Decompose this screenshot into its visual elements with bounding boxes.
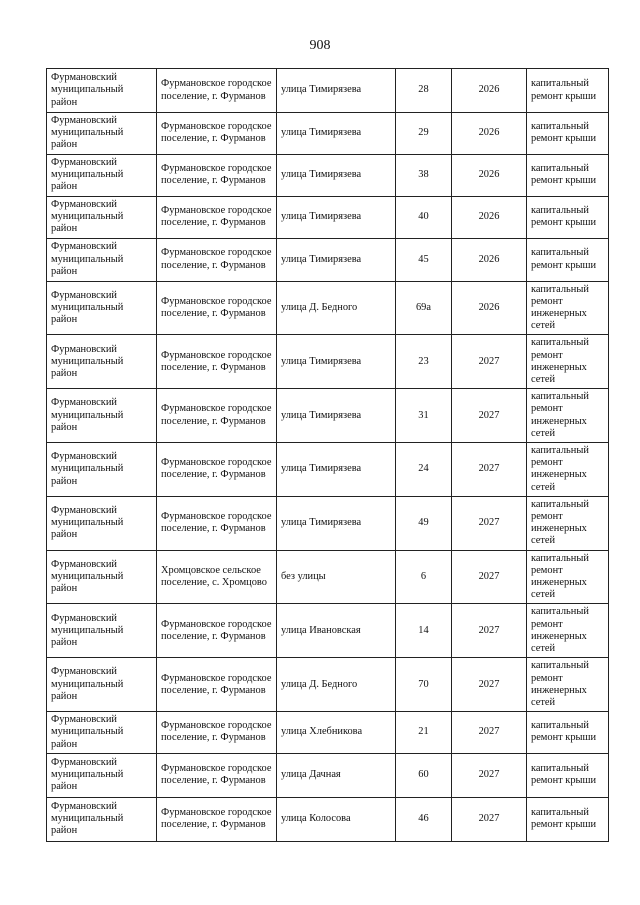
table-row: [47, 604, 609, 658]
year-cell: 2027: [452, 389, 527, 443]
street-cell: улица Тимирязева: [277, 113, 396, 155]
year-cell: 2027: [452, 335, 527, 389]
work-type-cell: капитальный ремонт инженерных сетей: [527, 443, 609, 497]
street-cell: улица Хлебникова: [277, 712, 396, 754]
settlement-cell: Фурмановское городское поселение, г. Фурманов: [157, 389, 277, 443]
district-cell: Фурмановский муниципальный район: [47, 154, 157, 196]
year-cell: 2026: [452, 113, 527, 155]
table-row: [47, 113, 609, 155]
settlement-cell: Фурмановское городское поселение, г. Фурманов: [157, 113, 277, 155]
district-cell: Фурмановский муниципальный район: [47, 389, 157, 443]
house-number-cell: 38: [396, 154, 452, 196]
work-type-cell: капитальный ремонт инженерных сетей: [527, 389, 609, 443]
settlement-cell: Фурмановское городское поселение, г. Фурманов: [157, 658, 277, 712]
district-cell: Фурмановский муниципальный район: [47, 281, 157, 335]
house-number-cell: 31: [396, 389, 452, 443]
year-cell: 2026: [452, 281, 527, 335]
district-cell: Фурмановский муниципальный район: [47, 335, 157, 389]
work-type-cell: капитальный ремонт крыши: [527, 712, 609, 754]
work-type-cell: капитальный ремонт крыши: [527, 753, 609, 797]
table-row: [47, 753, 609, 797]
year-cell: 2026: [452, 69, 527, 113]
house-number-cell: 40: [396, 196, 452, 238]
house-number-cell: 45: [396, 238, 452, 281]
work-type-cell: капитальный ремонт инженерных сетей: [527, 604, 609, 658]
settlement-cell: Фурмановское городское поселение, г. Фурманов: [157, 69, 277, 113]
house-number-cell: 28: [396, 69, 452, 113]
year-cell: 2027: [452, 496, 527, 550]
district-cell: Фурмановский муниципальный район: [47, 496, 157, 550]
work-type-cell: капитальный ремонт инженерных сетей: [527, 658, 609, 712]
street-cell: улица Тимирязева: [277, 496, 396, 550]
settlement-cell: Фурмановское городское поселение, г. Фурманов: [157, 281, 277, 335]
page-number: 908: [309, 38, 331, 53]
street-cell: улица Д. Бедного: [277, 281, 396, 335]
house-number-cell: 29: [396, 113, 452, 155]
district-cell: Фурмановский муниципальный район: [47, 712, 157, 754]
table-row: [47, 797, 609, 841]
street-cell: улица Тимирязева: [277, 443, 396, 497]
year-cell: 2026: [452, 196, 527, 238]
settlement-cell: Фурмановское городское поселение, г. Фурманов: [157, 712, 277, 754]
repair-schedule-table: [46, 68, 609, 842]
house-number-cell: 14: [396, 604, 452, 658]
year-cell: 2027: [452, 753, 527, 797]
table-row: [47, 389, 609, 443]
street-cell: улица Тимирязева: [277, 389, 396, 443]
house-number-cell: 60: [396, 753, 452, 797]
settlement-cell: Фурмановское городское поселение, г. Фурманов: [157, 797, 277, 841]
work-type-cell: капитальный ремонт крыши: [527, 797, 609, 841]
street-cell: без улицы: [277, 550, 396, 604]
district-cell: Фурмановский муниципальный район: [47, 69, 157, 113]
table-row: [47, 196, 609, 238]
year-cell: 2026: [452, 238, 527, 281]
work-type-cell: капитальный ремонт инженерных сетей: [527, 335, 609, 389]
street-cell: улица Ивановская: [277, 604, 396, 658]
year-cell: 2027: [452, 443, 527, 497]
work-type-cell: капитальный ремонт инженерных сетей: [527, 496, 609, 550]
table-row: [47, 238, 609, 281]
house-number-cell: 49: [396, 496, 452, 550]
district-cell: Фурмановский муниципальный район: [47, 753, 157, 797]
year-cell: 2027: [452, 658, 527, 712]
year-cell: 2027: [452, 712, 527, 754]
settlement-cell: Фурмановское городское поселение, г. Фурманов: [157, 604, 277, 658]
table-row: [47, 335, 609, 389]
street-cell: улица Тимирязева: [277, 238, 396, 281]
house-number-cell: 24: [396, 443, 452, 497]
district-cell: Фурмановский муниципальный район: [47, 797, 157, 841]
table-row: [47, 496, 609, 550]
work-type-cell: капитальный ремонт крыши: [527, 238, 609, 281]
table-row: [47, 69, 609, 113]
table-row: [47, 712, 609, 754]
street-cell: улица Тимирязева: [277, 335, 396, 389]
table-row: [47, 550, 609, 604]
street-cell: улица Дачная: [277, 753, 396, 797]
settlement-cell: Фурмановское городское поселение, г. Фурманов: [157, 753, 277, 797]
street-cell: улица Д. Бедного: [277, 658, 396, 712]
settlement-cell: Фурмановское городское поселение, г. Фурманов: [157, 443, 277, 497]
district-cell: Фурмановский муниципальный район: [47, 113, 157, 155]
settlement-cell: Фурмановское городское поселение, г. Фурманов: [157, 154, 277, 196]
house-number-cell: 70: [396, 658, 452, 712]
year-cell: 2026: [452, 154, 527, 196]
work-type-cell: капитальный ремонт инженерных сетей: [527, 281, 609, 335]
work-type-cell: капитальный ремонт крыши: [527, 69, 609, 113]
table-row: [47, 443, 609, 497]
work-type-cell: капитальный ремонт крыши: [527, 154, 609, 196]
work-type-cell: капитальный ремонт крыши: [527, 113, 609, 155]
street-cell: улица Тимирязева: [277, 154, 396, 196]
house-number-cell: 6: [396, 550, 452, 604]
work-type-cell: капитальный ремонт крыши: [527, 196, 609, 238]
settlement-cell: Фурмановское городское поселение, г. Фурманов: [157, 196, 277, 238]
district-cell: Фурмановский муниципальный район: [47, 604, 157, 658]
district-cell: Фурмановский муниципальный район: [47, 238, 157, 281]
house-number-cell: 46: [396, 797, 452, 841]
settlement-cell: Фурмановское городское поселение, г. Фурманов: [157, 335, 277, 389]
district-cell: Фурмановский муниципальный район: [47, 658, 157, 712]
house-number-cell: 69а: [396, 281, 452, 335]
year-cell: 2027: [452, 797, 527, 841]
year-cell: 2027: [452, 550, 527, 604]
street-cell: улица Тимирязева: [277, 196, 396, 238]
district-cell: Фурмановский муниципальный район: [47, 550, 157, 604]
street-cell: улица Тимирязева: [277, 69, 396, 113]
work-type-cell: капитальный ремонт инженерных сетей: [527, 550, 609, 604]
table-row: [47, 281, 609, 335]
year-cell: 2027: [452, 604, 527, 658]
house-number-cell: 21: [396, 712, 452, 754]
settlement-cell: Фурмановское городское поселение, г. Фурманов: [157, 496, 277, 550]
table-row: [47, 154, 609, 196]
district-cell: Фурмановский муниципальный район: [47, 443, 157, 497]
district-cell: Фурмановский муниципальный район: [47, 196, 157, 238]
settlement-cell: Фурмановское городское поселение, г. Фурманов: [157, 238, 277, 281]
street-cell: улица Колосова: [277, 797, 396, 841]
settlement-cell: Хромцовское сельское поселение, с. Хромцово: [157, 550, 277, 604]
table-body: [47, 69, 609, 842]
table-row: [47, 658, 609, 712]
house-number-cell: 23: [396, 335, 452, 389]
